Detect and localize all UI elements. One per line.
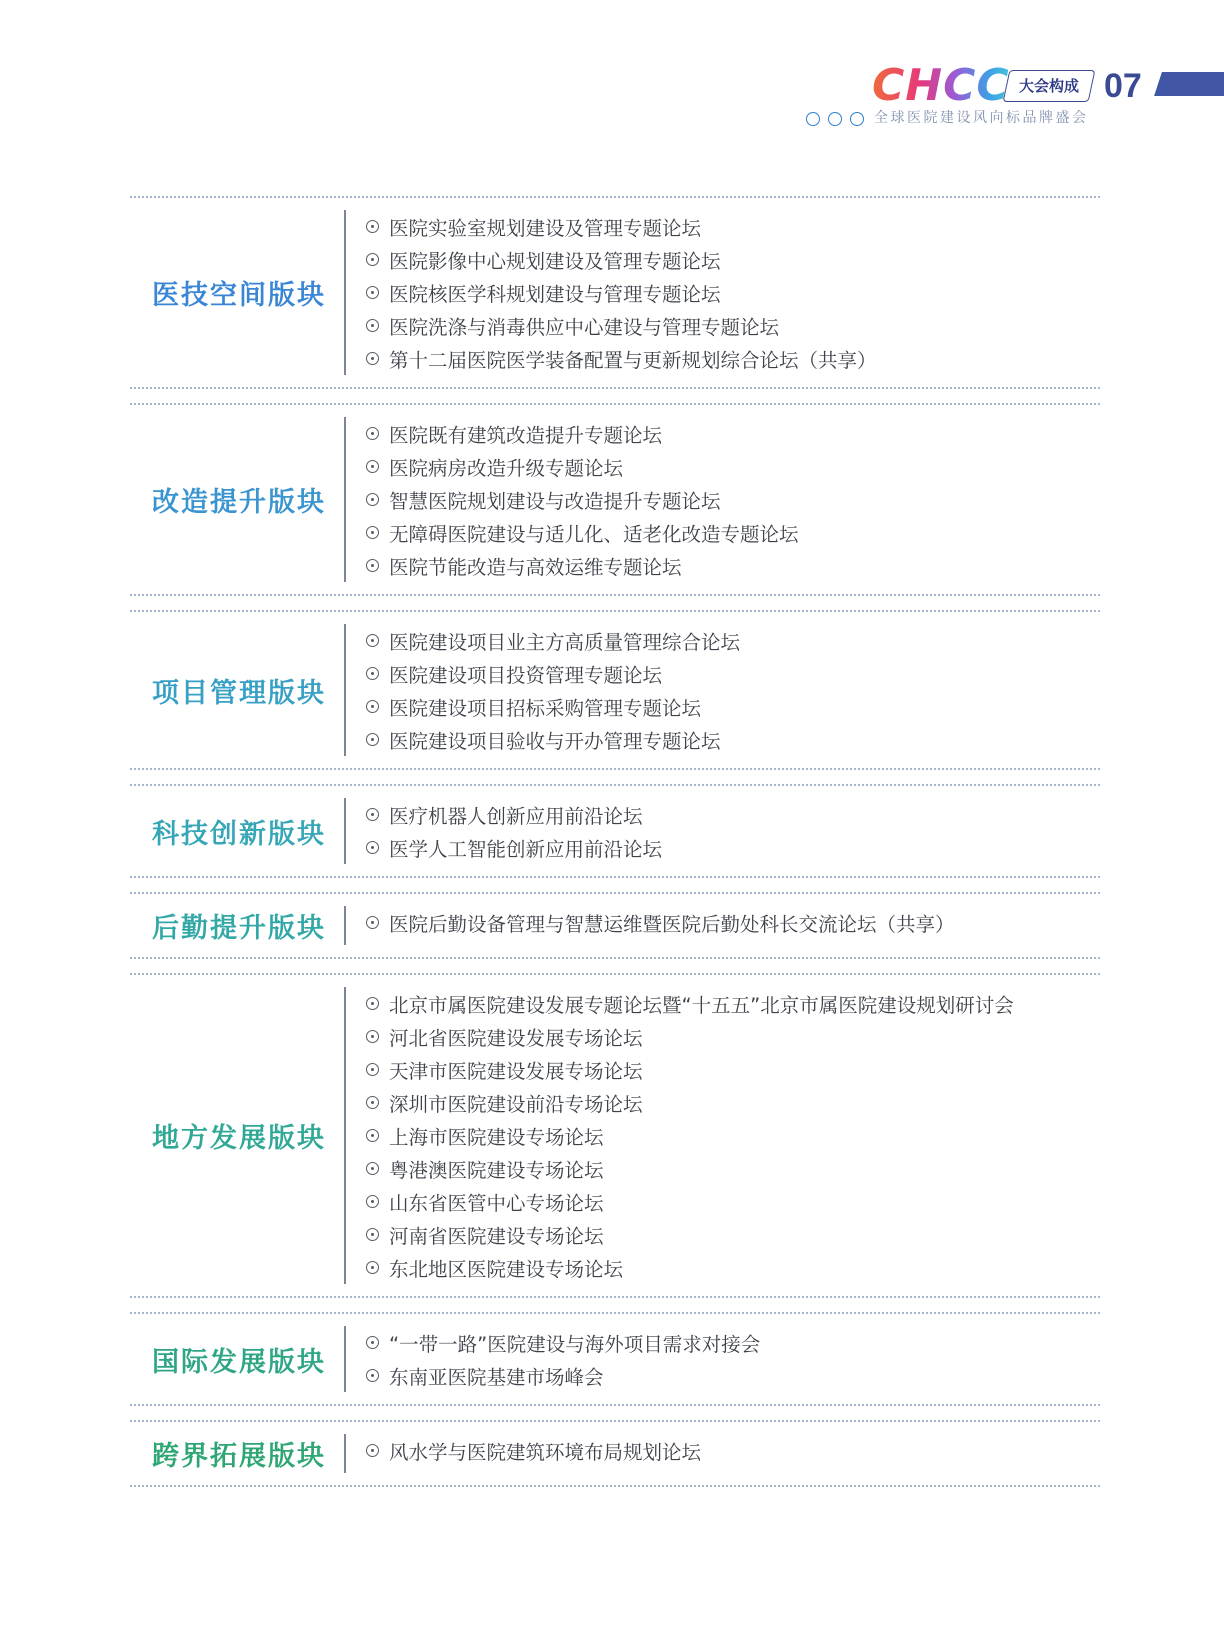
forum-name: 无障碍医院建设与适儿化、适老化改造专题论坛 <box>389 522 799 546</box>
forum-block-body <box>130 1314 1100 1404</box>
forum-list-item <box>366 690 740 723</box>
forum-list-item <box>366 1053 1014 1086</box>
forum-list-item <box>366 243 877 276</box>
circle-bullet-icon <box>366 634 379 647</box>
circle-bullet-icon <box>366 808 379 821</box>
forum-list-item <box>366 987 1014 1020</box>
circle-bullet-icon <box>366 841 379 854</box>
circle-bullet-icon <box>366 493 379 506</box>
circle-bullet-icon <box>366 1261 379 1274</box>
forum-block <box>130 1314 1100 1404</box>
forum-block <box>130 975 1100 1296</box>
forum-name: 医院实验室规划建设及管理专题论坛 <box>389 216 702 240</box>
circle-bullet-icon <box>366 319 379 332</box>
circle-bullet-icon <box>366 916 379 929</box>
forum-name: 医院后勤设备管理与智慧运维暨医院后勤处科长交流论坛（共享） <box>389 912 955 936</box>
circle-bullet-icon <box>366 1096 379 1109</box>
circle-bullet-icon <box>366 1336 379 1349</box>
forum-name: 北京市属医院建设发展专题论坛暨“十五五”北京市属医院建设规划研讨会 <box>389 993 1014 1017</box>
circle-bullet-icon <box>366 220 379 233</box>
forum-name: 医院建设项目业主方高质量管理综合论坛 <box>389 630 741 654</box>
forum-list <box>366 987 1014 1284</box>
forum-list <box>366 624 740 756</box>
forum-list-item <box>366 1326 760 1359</box>
forum-list-item <box>366 483 799 516</box>
forum-list <box>366 798 662 864</box>
forum-list-item <box>366 1020 1014 1053</box>
forum-name: 医学人工智能创新应用前沿论坛 <box>389 837 663 861</box>
forum-name: 河南省医院建设专场论坛 <box>389 1224 604 1248</box>
circle-icon <box>850 112 864 126</box>
forum-name: 医院建设项目招标采购管理专题论坛 <box>389 696 702 720</box>
forum-list-item <box>366 1086 1014 1119</box>
forum-name: 山东省医管中心专场论坛 <box>389 1191 604 1215</box>
vertical-divider <box>344 987 346 1284</box>
forum-list-item <box>366 210 877 243</box>
forum-name: 医院节能改造与高效运维专题论坛 <box>389 555 682 579</box>
section-divider <box>130 387 1100 405</box>
forum-block <box>130 612 1100 768</box>
forum-block <box>130 786 1100 876</box>
circle-bullet-icon <box>366 1444 379 1457</box>
forum-block-body <box>130 1422 1100 1485</box>
section-divider <box>130 1296 1100 1314</box>
vertical-divider <box>344 210 346 375</box>
forum-name: 医院核医学科规划建设与管理专题论坛 <box>389 282 721 306</box>
forum-list <box>366 906 955 945</box>
section-divider <box>130 957 1100 975</box>
section-divider <box>130 1485 1100 1487</box>
circle-bullet-icon <box>366 667 379 680</box>
circle-bullet-icon <box>366 253 379 266</box>
circle-bullet-icon <box>366 526 379 539</box>
forum-list-item <box>366 1434 701 1467</box>
forum-name: 深圳市医院建设前沿专场论坛 <box>389 1092 643 1116</box>
forum-list-item <box>366 309 877 342</box>
decorative-circles <box>806 112 864 126</box>
forum-list-item <box>366 417 799 450</box>
vertical-divider <box>344 624 346 756</box>
forum-name: 医院建设项目验收与开办管理专题论坛 <box>389 729 721 753</box>
forum-list <box>366 1434 701 1473</box>
circle-bullet-icon <box>366 1063 379 1076</box>
circle-bullet-icon <box>366 1228 379 1241</box>
forum-list-item <box>366 657 740 690</box>
vertical-divider <box>344 1326 346 1392</box>
forum-name: 医院洗涤与消毒供应中心建设与管理专题论坛 <box>389 315 780 339</box>
circle-bullet-icon <box>366 427 379 440</box>
block-title: 后勤提升版块 <box>152 913 326 944</box>
forum-list-item <box>366 798 662 831</box>
circle-bullet-icon <box>366 1162 379 1175</box>
forum-list-item <box>366 276 877 309</box>
forum-name: 粤港澳医院建设专场论坛 <box>389 1158 604 1182</box>
forum-name: “一带一路”医院建设与海外项目需求对接会 <box>389 1332 761 1356</box>
circle-icon <box>828 112 842 126</box>
circle-bullet-icon <box>366 700 379 713</box>
forum-list <box>366 417 799 582</box>
circle-bullet-icon <box>366 997 379 1010</box>
block-title: 项目管理版块 <box>152 677 326 709</box>
forum-list-item <box>366 1359 760 1392</box>
section-tag-label: 大会构成 <box>1019 77 1080 95</box>
forum-block-body <box>130 786 1100 876</box>
forum-list-item <box>366 1218 1014 1251</box>
forum-list-item <box>366 1185 1014 1218</box>
forum-block-body <box>130 894 1100 957</box>
block-title: 地方发展版块 <box>152 1123 326 1154</box>
forum-name: 第十二届医院医学装备配置与更新规划综合论坛（共享） <box>389 348 877 372</box>
forum-name: 上海市医院建设专场论坛 <box>389 1125 604 1149</box>
forum-block-body <box>130 405 1100 594</box>
forum-list-item <box>366 906 955 939</box>
section-divider <box>130 594 1100 612</box>
forum-list <box>366 210 877 375</box>
forum-block-body <box>130 975 1100 1296</box>
forum-name: 医院影像中心规划建设及管理专题论坛 <box>389 249 721 273</box>
forum-block-body <box>130 198 1100 387</box>
forum-list-item <box>366 723 740 756</box>
block-title: 跨界拓展版块 <box>152 1441 326 1472</box>
vertical-divider <box>344 1434 346 1473</box>
forum-list-item <box>366 624 740 657</box>
forum-name: 东南亚医院基建市场峰会 <box>389 1365 604 1389</box>
page-number-bar <box>1154 72 1224 96</box>
section-tag <box>1003 70 1096 102</box>
forum-name: 医疗机器人创新应用前沿论坛 <box>389 804 643 828</box>
forum-list-item <box>366 342 877 375</box>
forum-block <box>130 894 1100 957</box>
block-title: 医技空间版块 <box>152 280 326 311</box>
vertical-divider <box>344 906 346 945</box>
circle-bullet-icon <box>366 733 379 746</box>
forum-list-item <box>366 1152 1014 1185</box>
section-divider <box>130 768 1100 786</box>
forum-name: 医院既有建筑改造提升专题论坛 <box>389 423 663 447</box>
vertical-divider <box>344 798 346 864</box>
forum-list-item <box>366 1251 1014 1284</box>
forum-list-item <box>366 516 799 549</box>
forum-name: 智慧医院规划建设与改造提升专题论坛 <box>389 489 721 513</box>
forum-list-item <box>366 1119 1014 1152</box>
circle-bullet-icon <box>366 286 379 299</box>
block-title: 改造提升版块 <box>152 487 326 518</box>
forum-block-body <box>130 612 1100 768</box>
forum-name: 医院建设项目投资管理专题论坛 <box>389 663 663 687</box>
page-number: 07 <box>1104 67 1142 105</box>
page-header <box>0 62 1224 132</box>
tagline: 全球医院建设风向标品牌盛会 <box>874 110 1089 126</box>
forum-block <box>130 405 1100 594</box>
forum-list <box>366 1326 760 1392</box>
chcc-logo: CHCC <box>872 60 1010 111</box>
forum-blocks <box>130 196 1100 1487</box>
vertical-divider <box>344 417 346 582</box>
forum-list-item <box>366 450 799 483</box>
forum-name: 河北省医院建设发展专场论坛 <box>389 1026 643 1050</box>
circle-bullet-icon <box>366 352 379 365</box>
forum-name: 东北地区医院建设专场论坛 <box>389 1257 624 1281</box>
forum-block <box>130 198 1100 387</box>
forum-list-item <box>366 549 799 582</box>
circle-bullet-icon <box>366 1195 379 1208</box>
circle-bullet-icon <box>366 1030 379 1043</box>
forum-name: 天津市医院建设发展专场论坛 <box>389 1059 643 1083</box>
block-title: 科技创新版块 <box>152 818 326 850</box>
section-divider <box>130 1404 1100 1422</box>
section-divider <box>130 876 1100 894</box>
forum-name: 医院病房改造升级专题论坛 <box>389 456 624 480</box>
block-title: 国际发展版块 <box>152 1346 326 1378</box>
forum-block <box>130 1422 1100 1485</box>
circle-bullet-icon <box>366 559 379 572</box>
circle-bullet-icon <box>366 460 379 473</box>
circle-icon <box>806 112 820 126</box>
forum-list-item <box>366 831 662 864</box>
forum-name: 风水学与医院建筑环境布局规划论坛 <box>389 1440 702 1464</box>
circle-bullet-icon <box>366 1129 379 1142</box>
circle-bullet-icon <box>366 1369 379 1382</box>
